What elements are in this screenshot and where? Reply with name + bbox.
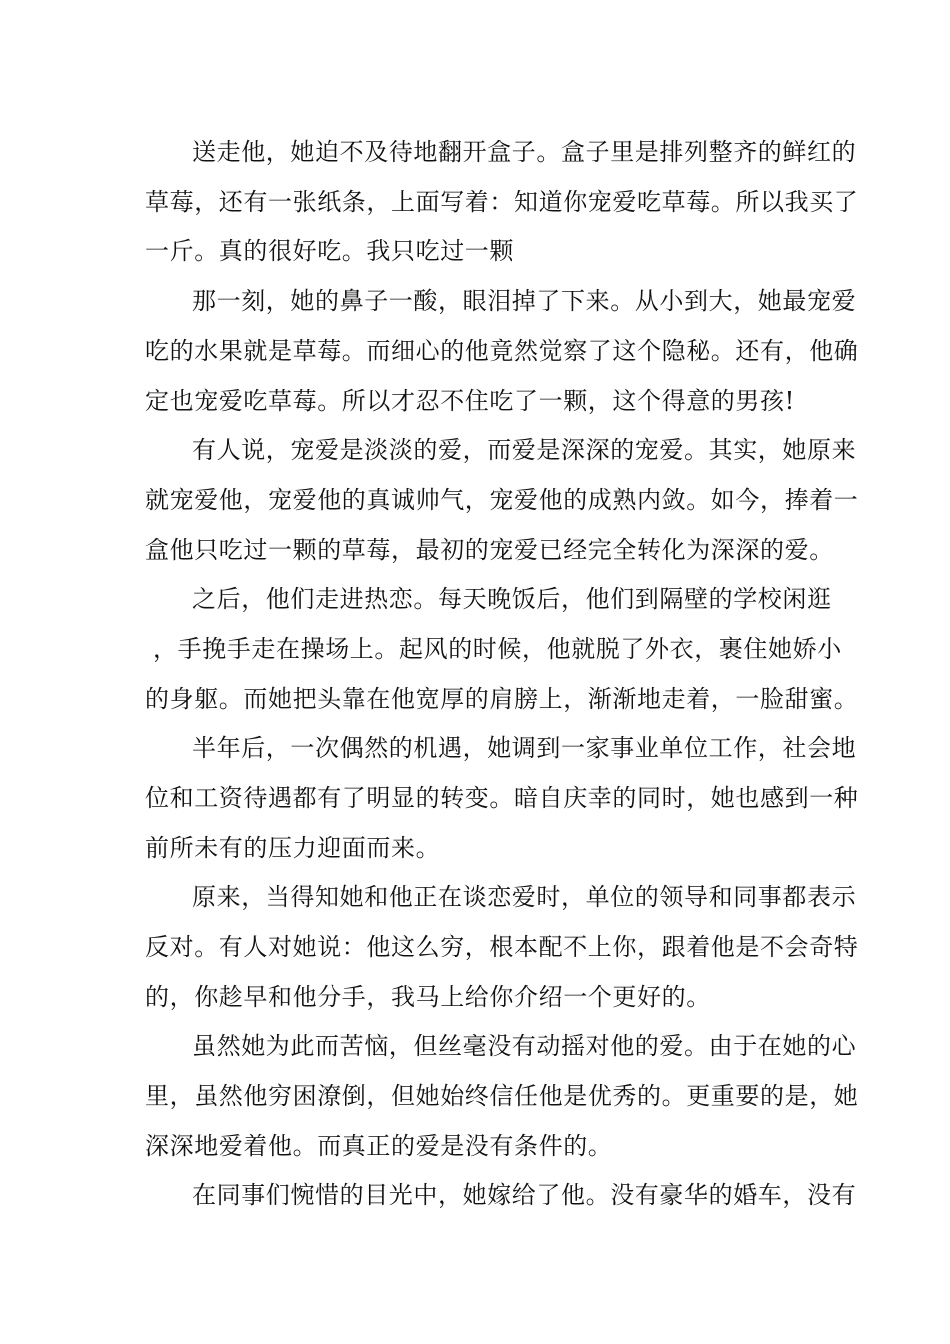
- text-line: 那一刻，她的鼻子一酸，眼泪掉了下来。从小到大，她最宠爱: [192, 287, 857, 315]
- text-line: 在同事们惋惜的目光中，她嫁给了他。没有豪华的婚车，没有: [192, 1181, 857, 1209]
- text-line: 前所未有的压力迎面而来。: [145, 834, 441, 862]
- text-line: 草莓，还有一张纸条，上面写着：知道你宠爱吃草莓。所以我买了: [145, 188, 859, 216]
- text-line: 里，虽然他穷困潦倒，但她始终信任他是优秀的。更重要的是，她: [145, 1082, 859, 1110]
- text-line: 深深地爱着他。而真正的爱是没有条件的。: [145, 1132, 613, 1160]
- text-line: ，手挽手走在操场上。起风的时候，他就脱了外衣，裹住她娇小: [153, 635, 842, 663]
- text-line: 吃的水果就是草莓。而细心的他竟然觉察了这个隐秘。还有，他确: [145, 337, 859, 365]
- text-line: 半年后，一次偶然的机遇，她调到一家事业单位工作，社会地: [192, 734, 857, 762]
- text-line: 定也宠爱吃草莓。所以才忍不住吃了一颗，这个得意的男孩!: [145, 387, 795, 415]
- text-line: 有人说，宠爱是淡淡的爱，而爱是深深的宠爱。其实，她原来: [192, 436, 857, 464]
- text-line: 就宠爱他，宠爱他的真诚帅气，宠爱他的成熟内敛。如今，捧着一: [145, 486, 859, 514]
- text-line: 位和工资待遇都有了明显的转变。暗自庆幸的同时，她也感到一种: [145, 784, 859, 812]
- text-line: 之后，他们走进热恋。每天晚饭后，他们到隔壁的学校闲逛: [192, 585, 832, 613]
- text-line: 送走他，她迫不及待地翻开盒子。盒子里是排列整齐的鲜红的: [192, 138, 857, 166]
- text-line: 的，你趁早和他分手，我马上给你介绍一个更好的。: [145, 983, 711, 1011]
- text-line: 原来，当得知她和他正在谈恋爱时，单位的领导和同事都表示: [192, 883, 857, 911]
- text-line: 虽然她为此而苦恼，但丝毫没有动摇对他的爱。由于在她的心: [192, 1032, 857, 1060]
- text-line: 反对。有人对她说：他这么穷，根本配不上你，跟着他是不会奇特: [145, 933, 859, 961]
- text-line: 一斤。真的很好吃。我只吃过一颗: [145, 237, 514, 265]
- text-line: 盒他只吃过一颗的草莓，最初的宠爱已经完全转化为深深的爱。: [145, 536, 834, 564]
- text-line: 的身躯。而她把头靠在他宽厚的肩膀上，渐渐地走着，一脸甜蜜。: [145, 685, 859, 713]
